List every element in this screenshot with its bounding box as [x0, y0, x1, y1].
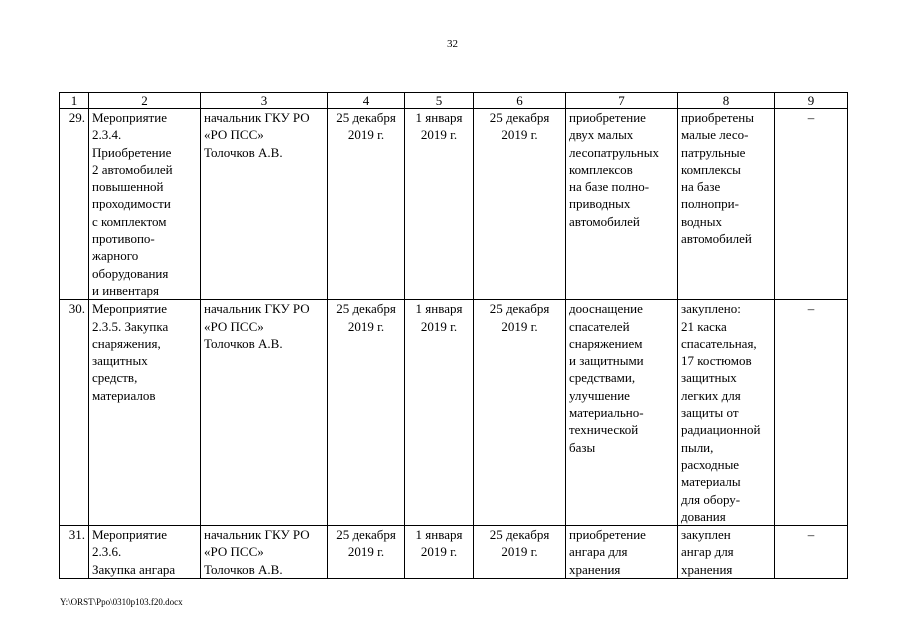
- end-date-cell: 25 декабря 2019 г.: [474, 109, 566, 300]
- row-number-cell: 31.: [60, 526, 89, 579]
- column-header: 3: [201, 93, 328, 109]
- column-header: 5: [405, 93, 474, 109]
- actual-result-cell: закуплено: 21 каска спасательная, 17 костюмов защитных легких для защиты от радиационной пыли, расходные материалы для обору- дования: [678, 300, 775, 526]
- plan-start-date-cell: 25 декабря 2019 г.: [328, 300, 405, 526]
- note-cell: –: [775, 300, 848, 526]
- responsible-cell: начальник ГКУ РО «РО ПСС» Толочков А.В.: [201, 526, 328, 579]
- file-path: Y:\ORST\Ppo\0310p103.f20.docx: [60, 597, 183, 607]
- report-table: [59, 92, 848, 579]
- expected-result-cell: дооснащение спасателей снаряжением и защитными средствами, улучшение материально- технической базы: [566, 300, 678, 526]
- event-cell: Мероприятие 2.3.4. Приобретение 2 автомобилей повышенной проходимости с комплектом противопо- жарного оборудования и инвентаря: [89, 109, 201, 300]
- actual-result-cell: закуплен ангар для хранения: [678, 526, 775, 579]
- column-header: 1: [60, 93, 89, 109]
- responsible-cell: начальник ГКУ РО «РО ПСС» Толочков А.В.: [201, 300, 328, 526]
- plan-start-date-cell: 25 декабря 2019 г.: [328, 526, 405, 579]
- fact-start-date-cell: 1 января 2019 г.: [405, 109, 474, 300]
- fact-start-date-cell: 1 января 2019 г.: [405, 526, 474, 579]
- row-number-cell: 30.: [60, 300, 89, 526]
- page-number: 32: [447, 38, 458, 50]
- fact-start-date-cell: 1 января 2019 г.: [405, 300, 474, 526]
- table-row: [60, 300, 848, 526]
- note-cell: –: [775, 526, 848, 579]
- table-header-row: [60, 93, 848, 109]
- column-header: 4: [328, 93, 405, 109]
- note-cell: –: [775, 109, 848, 300]
- end-date-cell: 25 декабря 2019 г.: [474, 300, 566, 526]
- row-number-cell: 29.: [60, 109, 89, 300]
- table-row: [60, 109, 848, 300]
- column-header: 9: [775, 93, 848, 109]
- end-date-cell: 25 декабря 2019 г.: [474, 526, 566, 579]
- column-header: 7: [566, 93, 678, 109]
- event-cell: Мероприятие 2.3.5. Закупка снаряжения, защитных средств, материалов: [89, 300, 201, 526]
- event-cell: Мероприятие 2.3.6. Закупка ангара: [89, 526, 201, 579]
- actual-result-cell: приобретены малые лесо- патрульные комплексы на базе полнопри- водных автомобилей: [678, 109, 775, 300]
- expected-result-cell: приобретение двух малых лесопатрульных комплексов на базе полно- приводных автомобилей: [566, 109, 678, 300]
- column-header: 8: [678, 93, 775, 109]
- expected-result-cell: приобретение ангара для хранения: [566, 526, 678, 579]
- table-row: [60, 526, 848, 579]
- column-header: 6: [474, 93, 566, 109]
- column-header: 2: [89, 93, 201, 109]
- responsible-cell: начальник ГКУ РО «РО ПСС» Толочков А.В.: [201, 109, 328, 300]
- plan-start-date-cell: 25 декабря 2019 г.: [328, 109, 405, 300]
